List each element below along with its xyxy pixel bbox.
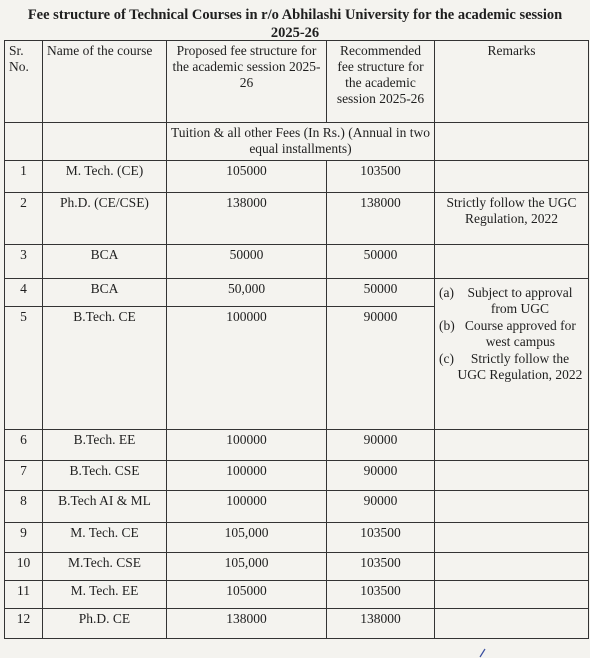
cell-proposed: 50,000 bbox=[167, 279, 327, 307]
cell-remarks bbox=[435, 609, 589, 639]
document-title bbox=[0, 6, 590, 42]
list-marker: (c) bbox=[439, 351, 454, 366]
cell-remarks bbox=[435, 461, 589, 491]
subheader-fee-description: Tuition & all other Fees (In Rs.) (Annual in two equal installments) bbox=[167, 123, 435, 161]
list-marker: (b) bbox=[439, 318, 455, 333]
cell-recommended: 90000 bbox=[327, 491, 435, 523]
cell-proposed: 105000 bbox=[167, 161, 327, 193]
table-row bbox=[5, 245, 589, 279]
cell-proposed: 100000 bbox=[167, 307, 327, 430]
cell-course: Ph.D. (CE/CSE) bbox=[43, 193, 167, 245]
title-line-1: Fee structure of Technical Courses in r/o Abhilashi University for the academic session bbox=[27, 7, 563, 23]
cell-sr: 1 bbox=[5, 161, 43, 193]
cell-sr: 2 bbox=[5, 193, 43, 245]
cell-remarks-conditions bbox=[435, 279, 589, 430]
cell-proposed: 100000 bbox=[167, 491, 327, 523]
subheader-row bbox=[5, 123, 589, 161]
header-sr-no: Sr. No. bbox=[5, 41, 43, 123]
table-row bbox=[5, 193, 589, 245]
table-row bbox=[5, 581, 589, 609]
cell-course: B.Tech. EE bbox=[43, 430, 167, 461]
cell-course: BCA bbox=[43, 279, 167, 307]
cell-remarks bbox=[435, 553, 589, 581]
table-row bbox=[5, 161, 589, 193]
list-item bbox=[439, 285, 584, 317]
table-row bbox=[5, 553, 589, 581]
cell-proposed: 50000 bbox=[167, 245, 327, 279]
cell-course: B.Tech. CSE bbox=[43, 461, 167, 491]
cell-recommended: 103500 bbox=[327, 581, 435, 609]
pen-tick-mark-icon bbox=[478, 648, 488, 658]
cell-sr: 6 bbox=[5, 430, 43, 461]
table-row bbox=[5, 609, 589, 639]
table-row bbox=[5, 461, 589, 491]
list-item bbox=[439, 318, 584, 350]
cell-proposed: 138000 bbox=[167, 609, 327, 639]
cell-recommended: 50000 bbox=[327, 245, 435, 279]
cell-sr: 8 bbox=[5, 491, 43, 523]
cell-proposed: 105000 bbox=[167, 581, 327, 609]
list-text: Strictly follow the UGC Regulation, 2022 bbox=[457, 351, 583, 382]
list-item bbox=[439, 351, 584, 383]
cell-proposed: 100000 bbox=[167, 461, 327, 491]
cell-recommended: 103500 bbox=[327, 161, 435, 193]
cell-course: B.Tech AI & ML bbox=[43, 491, 167, 523]
cell-proposed: 105,000 bbox=[167, 523, 327, 553]
cell-course: B.Tech. CE bbox=[43, 307, 167, 430]
title-line-2: 2025-26 bbox=[270, 25, 320, 41]
table-row bbox=[5, 430, 589, 461]
cell-proposed: 138000 bbox=[167, 193, 327, 245]
remarks-conditions-list bbox=[439, 285, 584, 383]
header-proposed-fee: Proposed fee structure for the academic session 2025-26 bbox=[167, 41, 327, 123]
cell-sr: 5 bbox=[5, 307, 43, 430]
cell-recommended: 90000 bbox=[327, 430, 435, 461]
cell-recommended: 90000 bbox=[327, 461, 435, 491]
header-remarks: Remarks bbox=[435, 41, 589, 123]
cell-course: BCA bbox=[43, 245, 167, 279]
cell-sr: 3 bbox=[5, 245, 43, 279]
table-row bbox=[5, 279, 589, 307]
list-marker: (a) bbox=[439, 285, 454, 300]
subheader-empty-course bbox=[43, 123, 167, 161]
list-text: Course approved for west campus bbox=[464, 318, 576, 349]
cell-remarks bbox=[435, 245, 589, 279]
cell-remarks bbox=[435, 161, 589, 193]
cell-proposed: 105,000 bbox=[167, 553, 327, 581]
header-row bbox=[5, 41, 589, 123]
cell-course: M.Tech. CSE bbox=[43, 553, 167, 581]
cell-remarks bbox=[435, 491, 589, 523]
header-course-name: Name of the course bbox=[43, 41, 167, 123]
cell-sr: 11 bbox=[5, 581, 43, 609]
cell-recommended: 138000 bbox=[327, 193, 435, 245]
cell-sr: 10 bbox=[5, 553, 43, 581]
subheader-empty-remarks bbox=[435, 123, 589, 161]
cell-recommended: 50000 bbox=[327, 279, 435, 307]
cell-recommended: 90000 bbox=[327, 307, 435, 430]
cell-recommended: 138000 bbox=[327, 609, 435, 639]
cell-remarks: Strictly follow the UGC Regulation, 2022 bbox=[435, 193, 589, 245]
cell-sr: 7 bbox=[5, 461, 43, 491]
cell-sr: 12 bbox=[5, 609, 43, 639]
cell-sr: 4 bbox=[5, 279, 43, 307]
cell-course: Ph.D. CE bbox=[43, 609, 167, 639]
table-row bbox=[5, 491, 589, 523]
cell-proposed: 100000 bbox=[167, 430, 327, 461]
cell-course: M. Tech. CE bbox=[43, 523, 167, 553]
cell-remarks bbox=[435, 430, 589, 461]
cell-recommended: 103500 bbox=[327, 523, 435, 553]
list-text: Subject to approval from UGC bbox=[467, 285, 573, 316]
header-recommended-fee: Recommended fee structure for the academic session 2025-26 bbox=[327, 41, 435, 123]
cell-sr: 9 bbox=[5, 523, 43, 553]
fee-structure-table bbox=[4, 40, 589, 639]
cell-course: M. Tech. (CE) bbox=[43, 161, 167, 193]
subheader-empty-sr bbox=[5, 123, 43, 161]
cell-recommended: 103500 bbox=[327, 553, 435, 581]
table-row bbox=[5, 523, 589, 553]
cell-remarks bbox=[435, 581, 589, 609]
cell-course: M. Tech. EE bbox=[43, 581, 167, 609]
cell-remarks bbox=[435, 523, 589, 553]
